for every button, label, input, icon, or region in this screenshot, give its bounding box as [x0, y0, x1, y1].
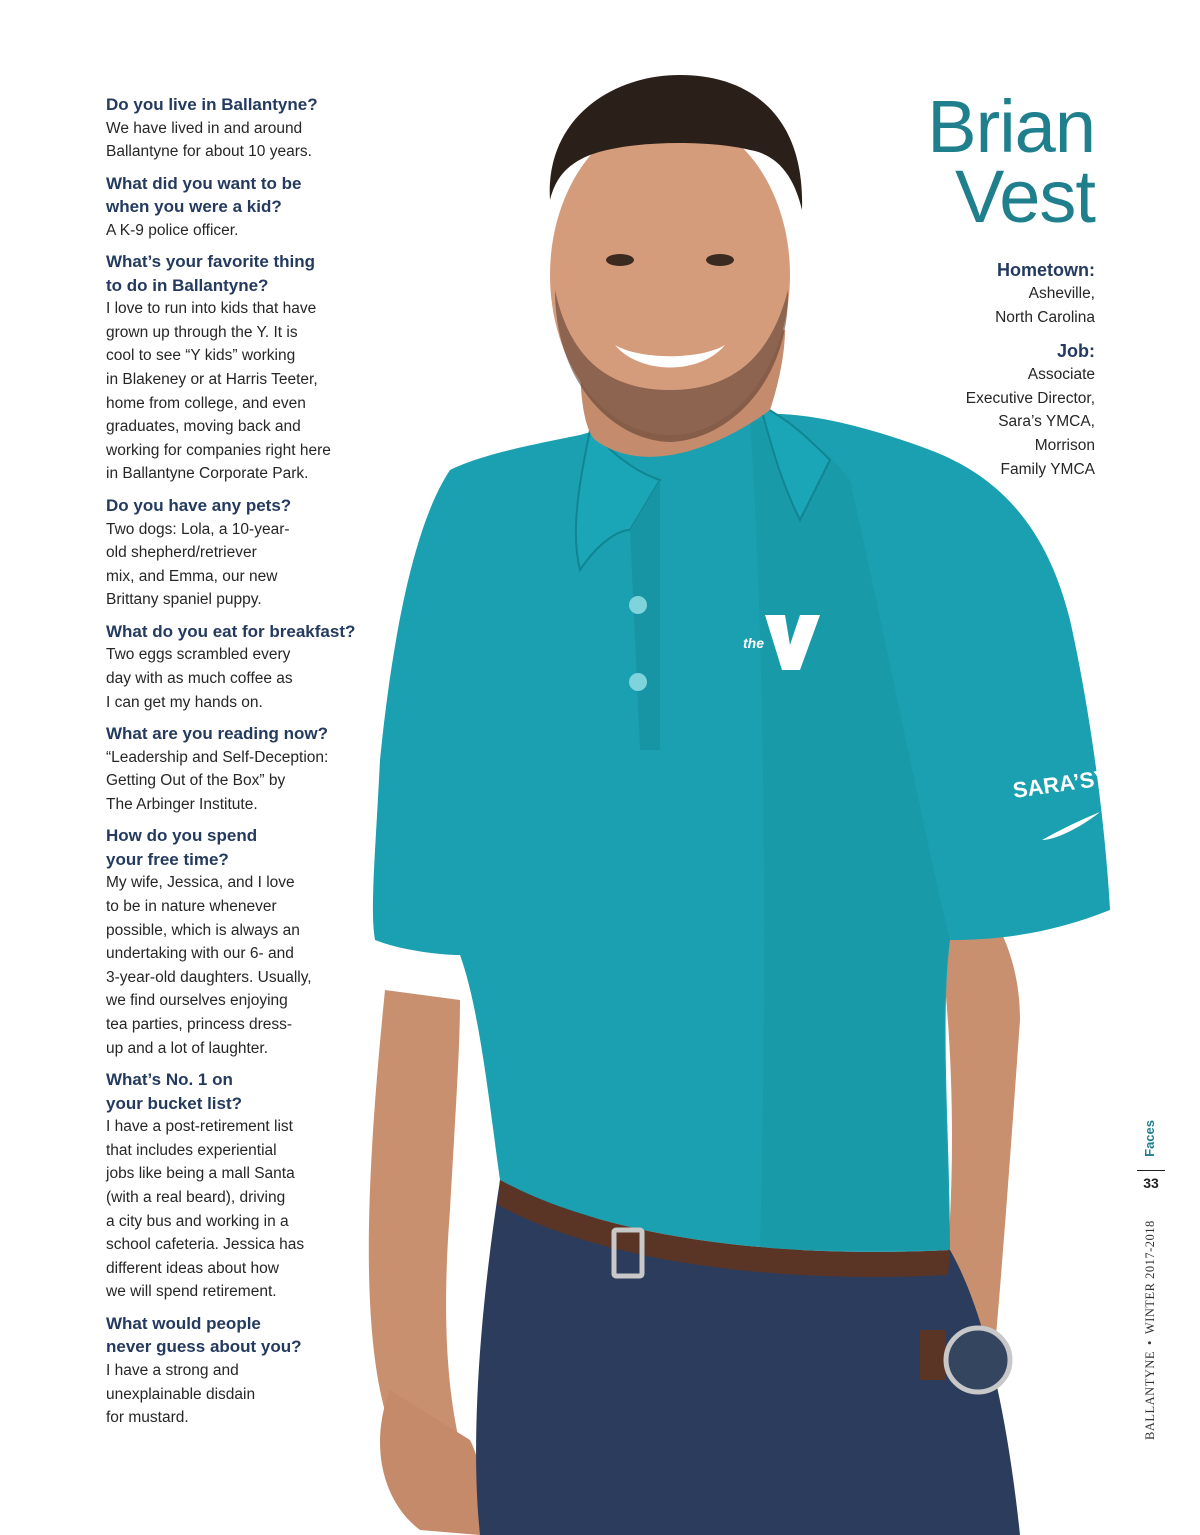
qa-item — [106, 250, 381, 486]
answer: My wife, Jessica, and I love to be in nature whenever possible, which is always an undertaking with our 6- and 3-year-old daughters. Usually, we find ourselves enjoying tea parties, princess dress- up and a lot of laughter. — [106, 874, 312, 1057]
question: How do you spend your free time? — [106, 826, 258, 869]
qa-item — [106, 722, 381, 816]
question: What’s your favorite thing to do in Ballantyne? — [106, 252, 316, 295]
watch-strap — [920, 1330, 946, 1380]
job-value: Associate Executive Director, Sara’s YMCA, Morrison Family YMCA — [965, 366, 1095, 478]
magazine-name: BALLANTYNE — [1143, 1350, 1157, 1440]
hometown-label: Hometown: — [997, 260, 1095, 280]
shirt-button-2 — [629, 673, 647, 691]
question: Do you have any pets? — [106, 496, 292, 516]
section-label: Faces — [1142, 1120, 1157, 1157]
first-name: Brian — [927, 85, 1095, 168]
answer: Two eggs scrambled every day with as much coffee as I can get my hands on. — [106, 646, 293, 711]
person-details — [835, 258, 1095, 491]
qa-item — [106, 824, 381, 1060]
last-name: Vest — [955, 155, 1095, 238]
answer: I love to run into kids that have grown up through the Y. It is cool to see “Y kids” working in Blakeney or at Harris Teeter, home from college, and even graduates, moving back and working for companies right here in Ballantyne Corporate Park. — [106, 300, 331, 483]
qa-item — [106, 1068, 381, 1304]
qa-item — [106, 1312, 381, 1430]
answer: A K-9 police officer. — [106, 221, 239, 239]
qa-column — [106, 93, 381, 1438]
running-footer — [1139, 1204, 1161, 1440]
qa-item — [106, 172, 381, 243]
issue-label: WINTER 2017-2018 — [1143, 1220, 1157, 1335]
right-eye — [706, 254, 734, 266]
answer: We have lived in and around Ballantyne for about 10 years. — [106, 119, 312, 161]
footer-separator: • — [1143, 1340, 1157, 1345]
ymca-logo-the: the — [743, 635, 764, 651]
question: What would people never guess about you? — [106, 1313, 302, 1357]
left-eye — [606, 254, 634, 266]
watch-face — [946, 1328, 1010, 1392]
sleeve-text: SARA’SY — [1011, 764, 1111, 803]
qa-item — [106, 620, 381, 714]
answer: Two dogs: Lola, a 10-year- old shepherd/retriever mix, and Emma, our new Brittany spaniel puppy. — [106, 520, 290, 609]
question: What do you eat for breakfast? — [106, 621, 356, 641]
answer: I have a strong and unexplainable disdain for mustard. — [106, 1361, 256, 1427]
shirt-button-1 — [629, 596, 647, 614]
question: Do you live in Ballantyne? — [106, 95, 318, 114]
qa-item — [106, 93, 381, 164]
answer: “Leadership and Self-Deception: Getting Out of the Box” by The Arbinger Institute. — [106, 748, 329, 813]
hometown-value: Asheville, North Carolina — [995, 285, 1095, 326]
job-label: Job: — [1057, 341, 1095, 362]
question: What did you want to be when you were a kid? — [106, 173, 302, 217]
question: What’s No. 1 on your bucket list? — [106, 1070, 243, 1113]
question: What are you reading now? — [106, 724, 328, 744]
qa-item — [106, 494, 381, 612]
page-number: 33 — [1137, 1170, 1165, 1191]
answer: I have a post-retirement list that includes experiential jobs like being a mall Santa (with a real beard), driving a city bus and working in a school cafeteria. Jessica has different ideas about how we will spend retirement. — [106, 1118, 305, 1301]
person-name — [927, 85, 1095, 238]
